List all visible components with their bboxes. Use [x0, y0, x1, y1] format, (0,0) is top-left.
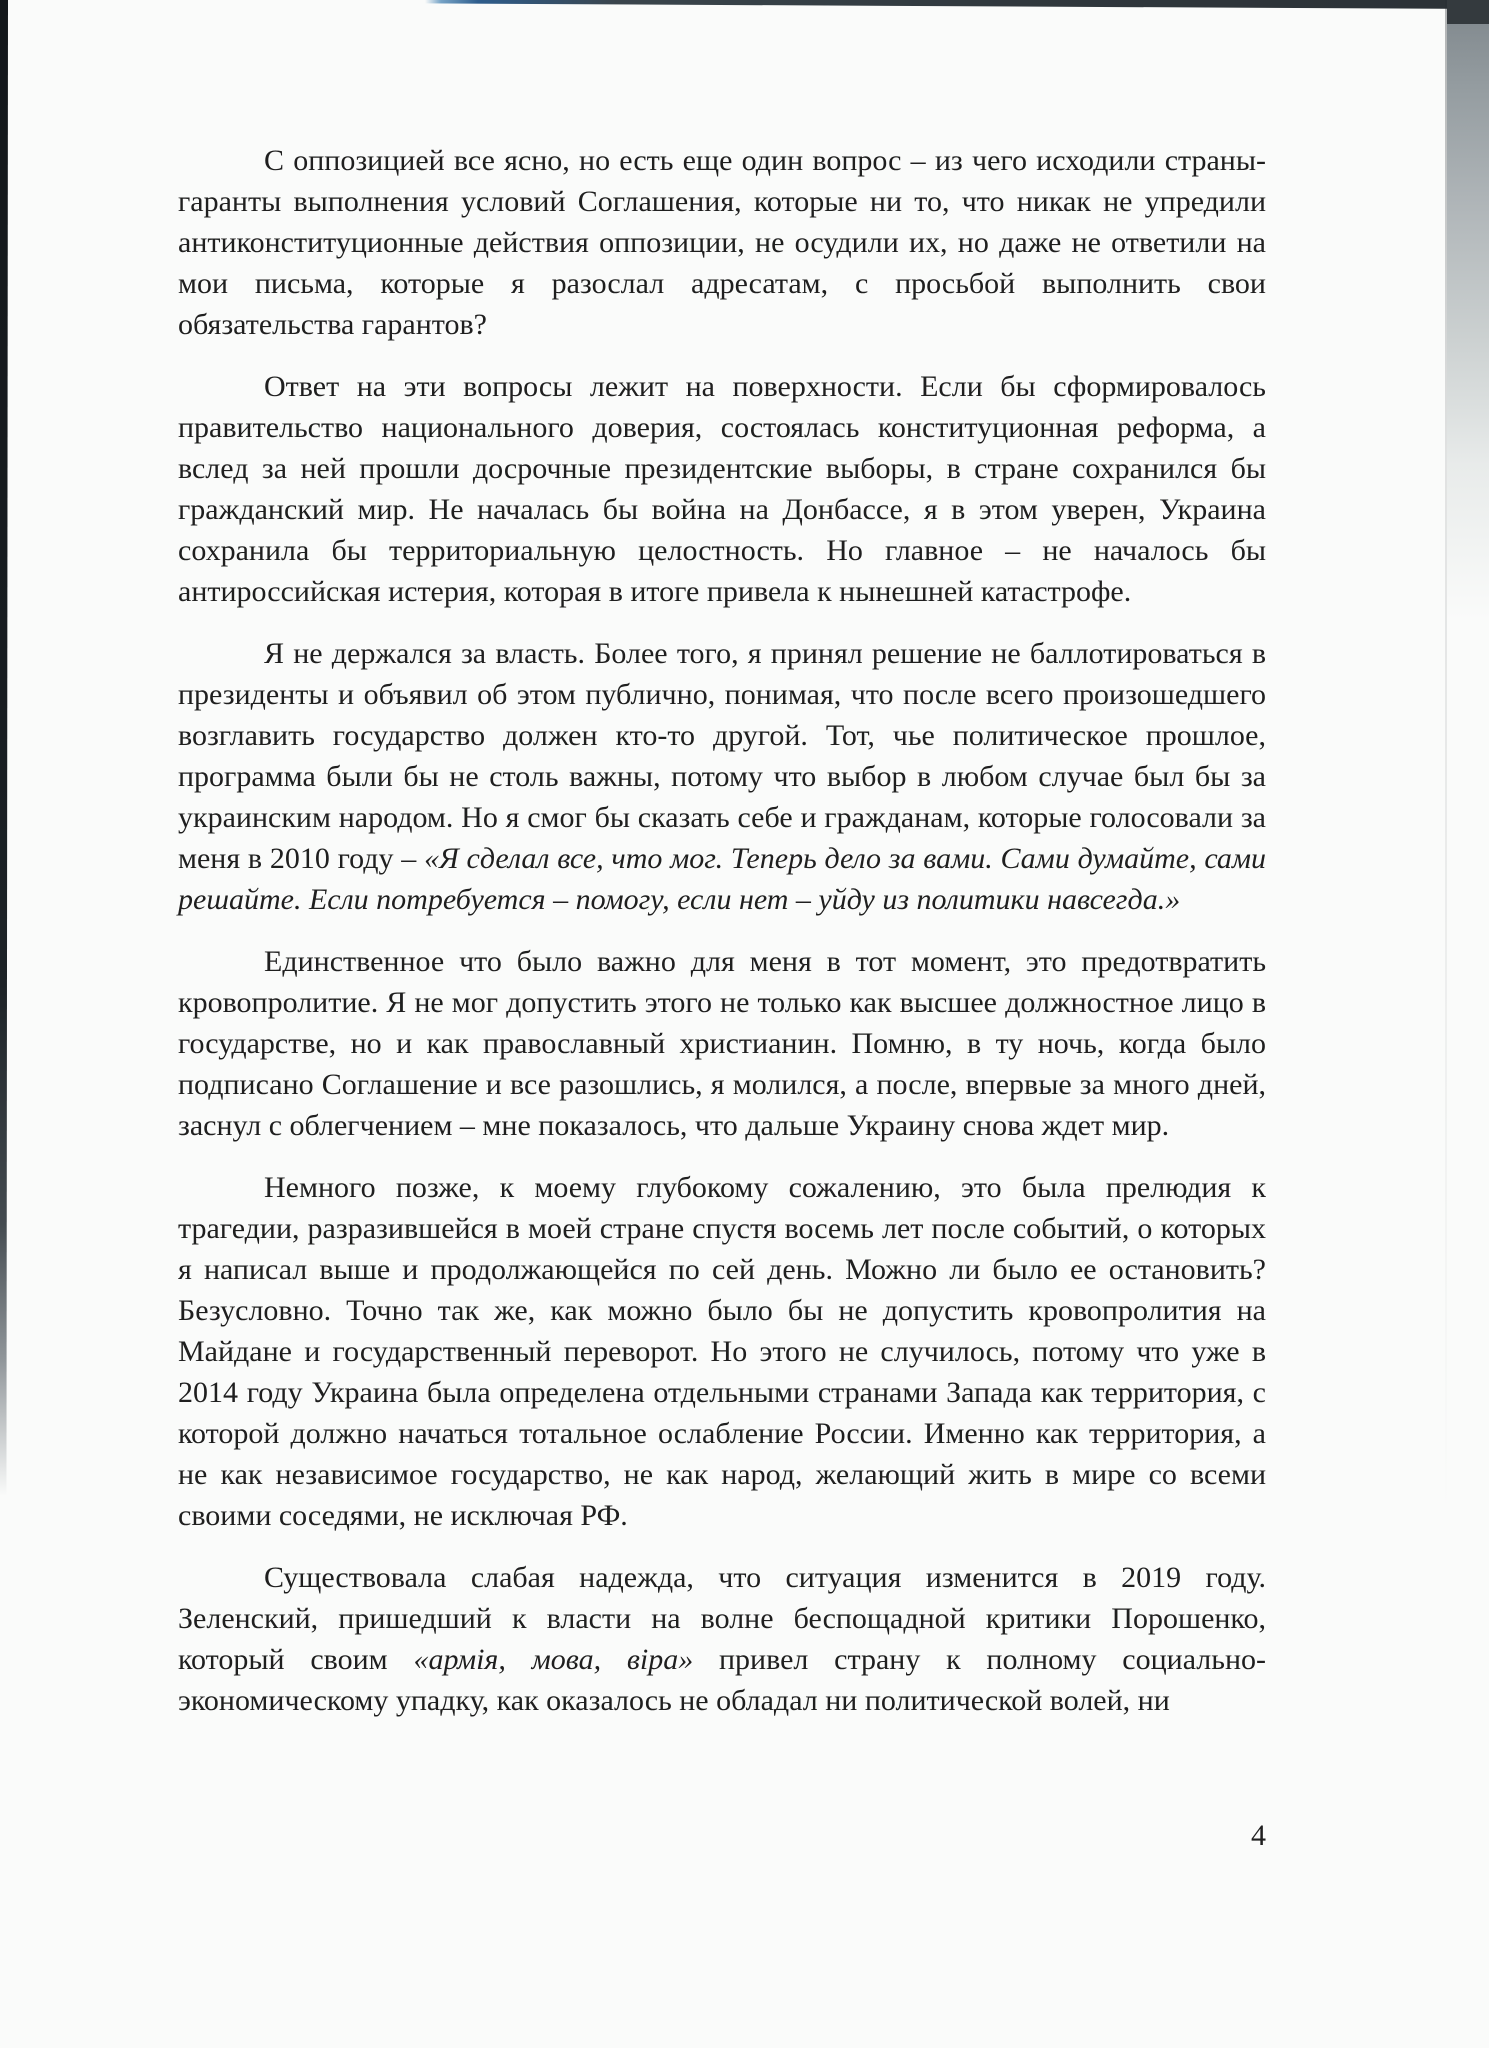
page-number: 4 — [1251, 1819, 1266, 1852]
scan-artifact-top-edge — [425, 0, 1489, 9]
scan-artifact-left-edge — [0, 0, 8, 1700]
paragraph — [178, 1167, 1266, 1536]
paragraph — [178, 140, 1266, 345]
scan-artifact-top-right-corner — [1447, 0, 1489, 24]
document-body — [178, 140, 1266, 1742]
paragraph — [178, 1557, 1266, 1721]
paragraph — [178, 941, 1266, 1146]
paragraph-run: привел страну к полному социально-экономическому упадку, как оказалось не обладал ни политической волей, ни — [178, 1643, 1266, 1717]
paragraph-run: Существовала слабая надежда, что ситуация изменится в 2019 году. Зеленский, пришедший к власти на волне беспощадной критики Порошенко, который своим — [178, 1561, 1266, 1676]
paragraph-run: Я не держался за власть. Более того, я принял решение не баллотироваться в президенты и объявил об этом публично, понимая, что после всего произошедшего возглавить государство должен кто-то другой. Тот, чье политическое прошлое, программа были бы не столь важны, потому что выбор в любом случае был бы за украинским народом. Но я смог бы сказать себе и гражданам, которые голосовали за меня в 2010 году – — [178, 637, 1266, 875]
paragraph-run: Немного позже, к моему глубокому сожалению, это была прелюдия к трагедии, разразившейся в моей стране спустя восемь лет после событий, о которых я написал выше и продолжающейся по сей день. Можно ли было ее остановить? Безусловно. Точно так же, как можно было бы не допустить кровопролития на Майдане и государственный переворот. Но этого не случилось, потому что уже в 2014 году Украина была определена отдельными странами Запада как территория, с которой должно начаться тотальное ослабление России. Именно как территория, а не как независимое государство, не как народ, желающий жить в мире со всеми своими соседями, не исключая РФ. — [178, 1171, 1266, 1532]
scan-artifact-right-band — [1447, 0, 1489, 620]
paragraph-run: Ответ на эти вопросы лежит на поверхности. Если бы сформировалось правительство национального доверия, состоялась конституционная реформа, а вслед за ней прошли досрочные президентские выборы, в стране сохранился бы гражданский мир. Не началась бы война на Донбассе, я в этом уверен, Украина сохранила бы территориальную целостность. Но главное – не началось бы антироссийская истерия, которая в итоге привела к нынешней катастрофе. — [178, 370, 1266, 608]
paragraph — [178, 366, 1266, 612]
paragraph-run: Единственное что было важно для меня в тот момент, это предотвратить кровопролитие. Я не мог допустить этого не только как высшее должностное лицо в государстве, но и как православный христианин. Помню, в ту ночь, когда было подписано Соглашение и все разошлись, я молился, а после, впервые за много дней, заснул с облегчением – мне показалось, что дальше Украину снова ждет мир. — [178, 945, 1266, 1142]
paragraph — [178, 633, 1266, 920]
scan-artifact-paper-edge-line — [1445, 0, 1447, 1520]
paragraph-run: С оппозицией все ясно, но есть еще один вопрос – из чего исходили страны-гаранты выполнения условий Соглашения, которые ни то, что никак не упредили антиконституционные действия оппозиции, не осудили их, но даже не ответили на мои письма, которые я разослал адресатам, с просьбой выполнить свои обязательства гарантов? — [178, 144, 1266, 341]
paragraph-run-italic: «армія, мова, віра» — [413, 1643, 694, 1676]
paragraph-run-italic: «Я сделал все, что мог. Теперь дело за вами. Сами думайте, сами решайте. Если потребуется – помогу, если нет – уйду из политики навсегда.» — [178, 842, 1267, 916]
